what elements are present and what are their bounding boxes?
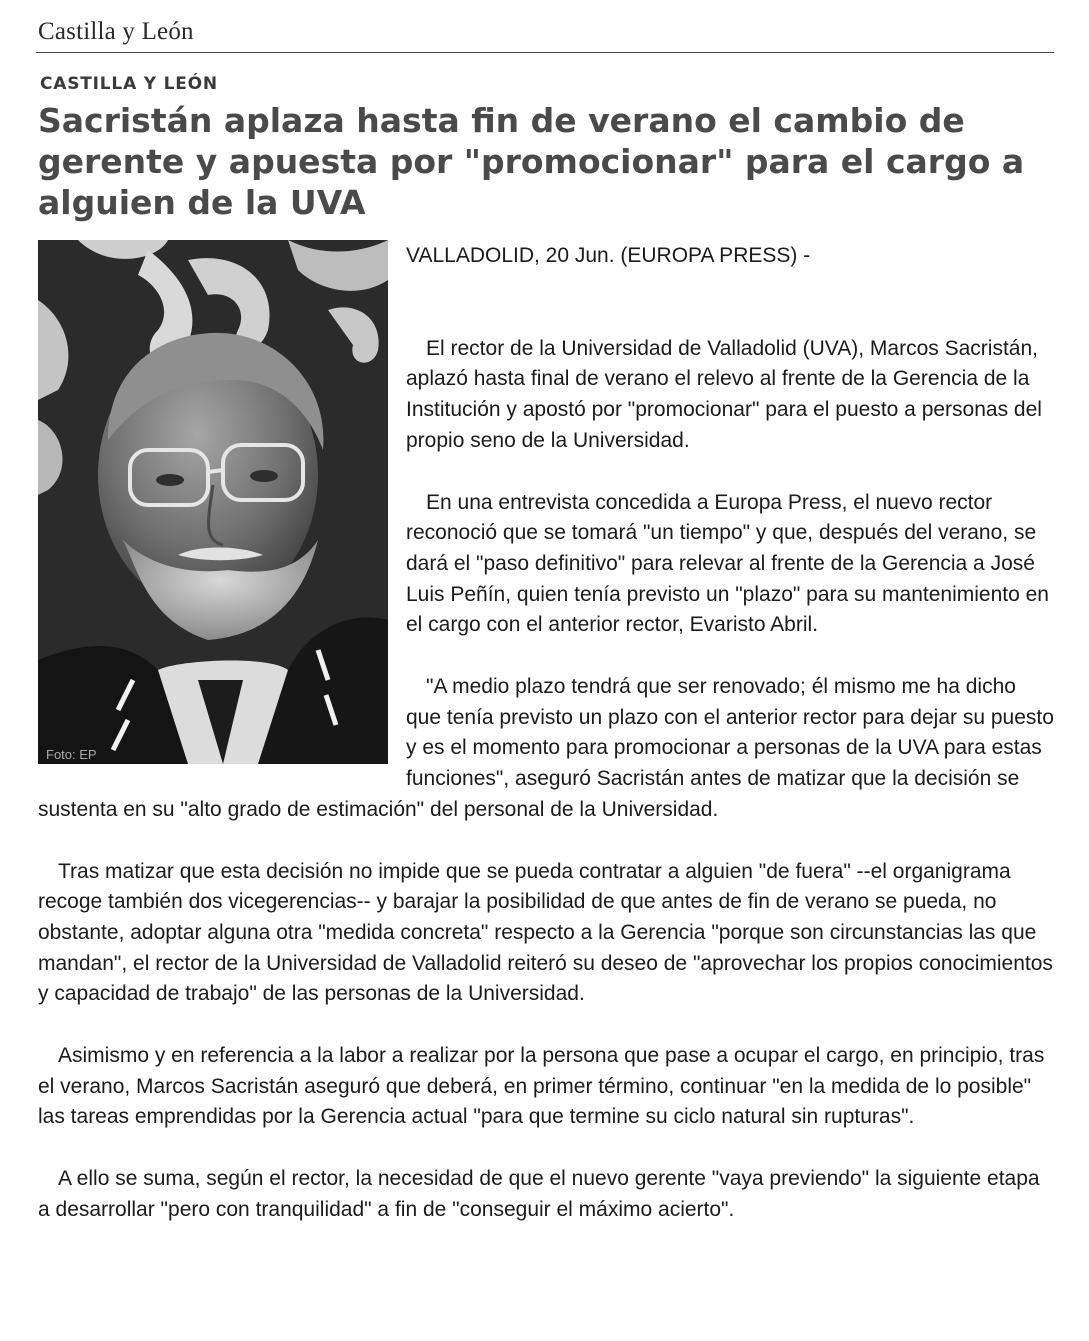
article-body [38, 0, 1054, 1257]
paragraph: Tras matizar que esta decisión no impide que se pueda contratar a alguien "de fuera" --el organigrama recoge también dos vicegerencias-- y barajar la posibilidad de que antes de fin de verano se pueda, no obstante, adoptar alguna otra "medida concreta" respecto a la Gerencia "porque son circunstancias las que mandan", el rector de la Universidad de Valladolid reiteró su deseo de "aprovechar los propios conocimientos y capacidad de trabajo" de las personas de la Universidad. [38, 859, 1053, 1006]
headline: Sacristán aplaza hasta fin de verano el cambio de gerente y apuesta por "promocionar" para el cargo a alguien de la UVA [38, 101, 1025, 222]
dateline: VALLADOLID, 20 Jun. (EUROPA PRESS) - [406, 244, 811, 267]
photo-credit: Foto: EP [46, 747, 97, 762]
paragraph: A ello se suma, según el rector, la necesidad de que el nuevo gerente "vaya previendo" la siguiente etapa a desarrollar "pero con tranquilidad" a fin de "conseguir el máximo acierto". [38, 1167, 1040, 1221]
paragraph: En una entrevista concedida a Europa Press, el nuevo rector reconoció que se tomará "un tiempo" y que, después del verano, se dará el "paso definitivo" para relevar al frente de la Gerencia a José Luis Peñín, quien tenía previsto un "plazo" para su mantenimiento en el cargo con el anterior rector, Evaristo Abril. [406, 490, 1049, 637]
paragraph: Asimismo y en referencia a la labor a realizar por la persona que pase a ocupar el cargo, en principio, tras el verano, Marcos Sacristán aseguró que deberá, en primer término, continuar "en la medida de lo posible" las tareas emprendidas por la Gerencia actual "para que termine su ciclo natural sin rupturas". [38, 1044, 1045, 1129]
section-header: Castilla y León [38, 18, 194, 45]
paragraph: El rector de la Universidad de Valladolid (UVA), Marcos Sacristán, aplazó hasta final de verano el relevo al frente de la Gerencia de la Institución y apostó por "promocionar" para el puesto a personas del propio seno de la Universidad. [406, 336, 1042, 452]
photo-float-space [38, 0, 406, 789]
kicker: CASTILLA Y LEÓN [40, 74, 218, 94]
paragraph: "A medio plazo tendrá que ser renovado; él mismo me ha dicho que tenía previsto un plazo con el anterior rector para dejar su puesto y es el momento para promocionar a personas de la UVA para estas funciones", aseguró Sacristán antes de matizar que la decisión se sustenta en su "alto grado de estimación" del personal de la Universidad. [38, 675, 1054, 821]
